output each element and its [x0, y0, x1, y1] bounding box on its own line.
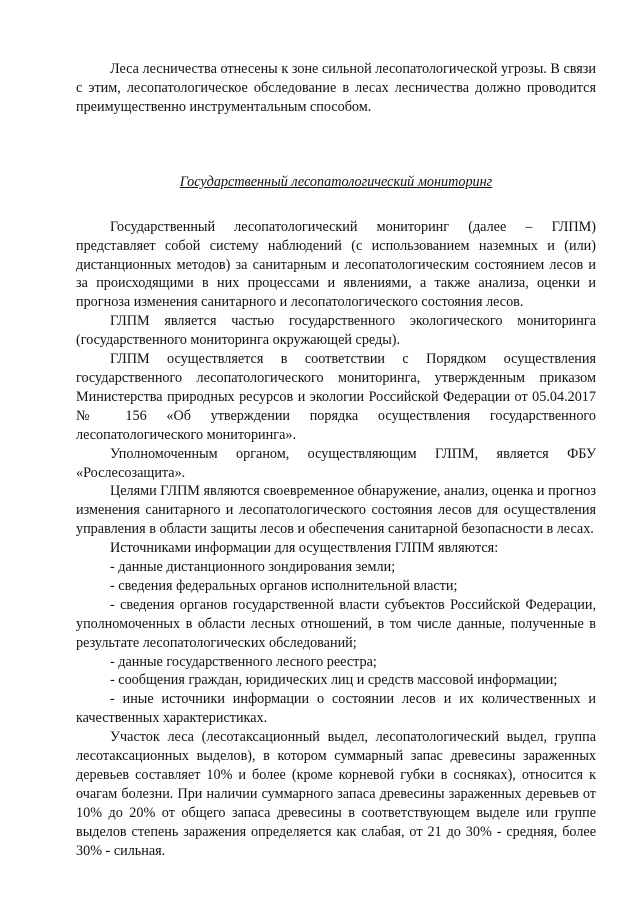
- list-item: - сообщения граждан, юридических лиц и средств массовой информации;: [110, 672, 558, 689]
- list-item: - сведения федеральных органов исполнительной власти;: [110, 577, 458, 594]
- list-item: - иные источники информации о состоянии лесов и их количественных и качественных характеристиках.: [76, 691, 596, 727]
- section-heading-wrap: [76, 173, 596, 192]
- paragraph-definition: Государственный лесопатологический мониторинг (далее – ГЛПМ) представляет собой систему наблюдений (с использованием наземных и (или) дистанционных методов) за санитарным и лесопатологическим состоянием лесов и за происходящими в них процессами и явлениями, а также анализа, оценки и прогноза изменения санитарного и лесопатологического состояния лесов.: [76, 218, 596, 311]
- list-item: - данные дистанционного зондирования земли;: [110, 559, 396, 576]
- list-item: - данные государственного лесного реестра;: [110, 653, 377, 670]
- paragraph-goals: Целями ГЛПМ являются своевременное обнаружение, анализ, оценка и прогноз изменения санитарного и лесопатологического состояния лесов для осуществления управления в области защиты лесов и обеспечения санитарной безопасности в лесах.: [76, 483, 596, 538]
- intro-paragraph: Леса лесничества отнесены к зоне сильной лесопатологической угрозы. В связи с этим, лесопатологическое обследование в лесах лесничества должно проводится преимущественно инструментальным способом.: [76, 61, 596, 115]
- list-item: - сведения органов государственной власти субъектов Российской Федерации, уполномоченных в области лесных отношений, в том числе данные, полученные в результате лесопатологических обследований;: [76, 596, 596, 651]
- paragraph-authorized-body: Уполномоченным органом, осуществляющим ГЛПМ, является ФБУ «Рослесозащита».: [76, 445, 596, 481]
- paragraph-sources-intro: Источниками информации для осуществления ГЛПМ являются:: [110, 540, 499, 557]
- paragraph-part-of-monitoring: ГЛПМ является частью государственного экологического мониторинга (государственного мониторинга окружающей среды).: [76, 313, 596, 349]
- document-page: [76, 60, 596, 861]
- section-heading: Государственный лесопатологический мониторинг: [179, 173, 493, 190]
- paragraph-legal-basis: ГЛПМ осуществляется в соответствии с Порядком осуществления государственного лесопатологического мониторинга, утвержденным приказом Министерства природных ресурсов и экологии Российской Федерации от 05.04.2017 № 156 «Об утверждении порядка осуществления государственного лесопатологического мониторинга».: [76, 351, 596, 443]
- paragraph-disease-foci: Участок леса (лесотаксационный выдел, лесопатологический выдел, группа лесотаксационных выделов), в котором суммарный запас древесины зараженных деревьев составляет 10% и более (кроме корневой губки в сосняках), относится к очагам болезни. При наличии суммарного запаса древесины зараженных деревьев от 10% до 20% от общего запаса древесины в соответствующем выделе или группе выделов степень заражения определяется как слабая, от 21 до 30% - средняя, более 30% - сильная.: [76, 729, 596, 859]
